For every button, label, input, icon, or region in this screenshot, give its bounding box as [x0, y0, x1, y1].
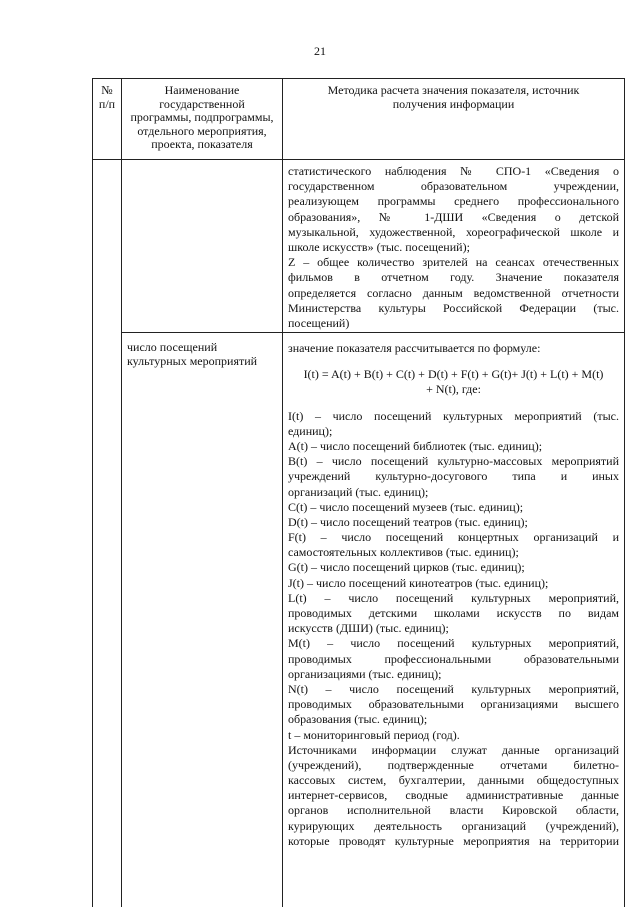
definition-line: проводимых детскими школами искусств по видам: [288, 606, 619, 620]
definition-line: самостоятельных коллективов (тыс. единиц);: [288, 545, 519, 560]
definition-line: искусств (ДШИ) (тыс. единиц);: [288, 621, 449, 636]
definition-line: (учреждений), подтвержденные отчетами билетно-: [288, 757, 619, 772]
row-divider: [121, 332, 624, 333]
definition-line: образования (тыс. единиц);: [288, 712, 428, 727]
column-divider-1: [121, 79, 122, 907]
header-name-line: Наименование: [164, 83, 240, 97]
header-method-line: Методика расчета значения показателя, источник: [327, 83, 580, 97]
definition-line: кассовых систем, бухгалтерии, данными общедоступных: [288, 773, 619, 788]
row2-indicator-name: [127, 341, 279, 368]
definition-line: единиц);: [288, 423, 333, 438]
header-method-line: получения информации: [392, 96, 515, 111]
definition-line: F(t) – число посещений концертных организаций и: [288, 530, 619, 545]
definition-line: организациями (тыс. единиц);: [288, 666, 442, 681]
method-text-line: фильмов в отчетном году. Значение показателя: [288, 270, 619, 285]
definition-line: C(t) – число посещений музеев (тыс. единиц);: [288, 499, 524, 514]
definition-line: учреждений культурно-досугового типа и иных: [288, 469, 619, 484]
header-name-line: программы, подпрограммы,: [130, 110, 274, 125]
definition-line: I(t) – число посещений культурных мероприятий (тыс.: [288, 408, 619, 423]
definition-line: курирующих деятельность организаций (учреждений),: [288, 818, 619, 833]
header-name-line: отдельного мероприятия,: [137, 123, 267, 138]
method-text-line: статистического наблюдения № СПО-1 «Сведения о: [288, 164, 619, 178]
header-num-line: №: [101, 83, 113, 97]
method-text-line: реализующем программы среднего профессионального: [288, 194, 619, 209]
definition-line: которые проводят культурные мероприятия на территории: [288, 833, 619, 848]
definition-line: M(t) – число посещений культурных мероприятий,: [288, 636, 619, 651]
formula-intro: значение показателя рассчитывается по формуле:: [288, 341, 541, 355]
definition-line: B(t) – число посещений культурно-массовых мероприятий: [288, 454, 619, 469]
page-number: 21: [314, 44, 326, 58]
header-num-cell: [93, 84, 121, 111]
definition-line: A(t) – число посещений библиотек (тыс. единиц);: [288, 438, 543, 453]
definition-line: организаций (тыс. единиц);: [288, 484, 429, 499]
header-num-line: п/п: [98, 96, 116, 111]
method-text-line: посещений): [288, 315, 350, 330]
indicator-name-line: число посещений: [127, 340, 218, 354]
formula-line: + N(t), где:: [426, 382, 481, 397]
definition-line: G(t) – число посещений цирков (тыс. единиц);: [288, 560, 525, 575]
definition-line: органов исполнительной власти Кировской области,: [288, 803, 619, 818]
method-text-line: образования», № 1-ДШИ «Сведения о детской: [288, 209, 619, 224]
header-name-line: проекта, показателя: [151, 137, 253, 152]
indicator-name-line: культурных мероприятий: [127, 353, 258, 368]
formula-line: I(t) = A(t) + B(t) + C(t) + D(t) + F(t) + G(t)+ J(t) + L(t) + M(t): [303, 367, 604, 382]
definition-line: t – мониторинговый период (год).: [288, 727, 460, 742]
method-text-line: школе искусств» (тыс. посещений);: [288, 239, 470, 254]
definition-line: J(t) – число посещений кинотеатров (тыс. единиц);: [288, 575, 549, 590]
definition-line: L(t) – число посещений культурных мероприятий,: [288, 590, 619, 605]
indicator-table: [92, 78, 625, 907]
header-divider: [93, 159, 624, 160]
header-name-line: государственной: [159, 96, 245, 111]
header-name-cell: [122, 84, 282, 152]
method-text-line: определяется согласно данным ведомственной отчетности: [288, 285, 619, 300]
column-divider-2: [282, 79, 283, 907]
definition-line: проводимых образовательными организациями высшего: [288, 697, 619, 712]
definition-line: Источниками информации служат данные организаций: [288, 742, 619, 757]
definition-line: D(t) – число посещений театров (тыс. единиц);: [288, 514, 528, 529]
row2-method-cell: [288, 341, 619, 849]
row1-method-cell: [288, 164, 619, 331]
definition-line: N(t) – число посещений культурных мероприятий,: [288, 681, 619, 696]
method-text-line: Министерства культуры Российской Федерации (тыс.: [288, 300, 619, 315]
method-text-line: государственном образовательном учреждении,: [288, 179, 619, 194]
method-text-line: Z – общее количество зрителей на сеансах отечественных: [288, 255, 619, 270]
definition-line: проводимых профессиональными образовательными: [288, 651, 619, 666]
header-method-cell: [283, 84, 624, 111]
definition-line: интернет-сервисов, сводные административные данные: [288, 788, 619, 803]
method-text-line: музыкальной, художественной, хореографической школе и: [288, 224, 619, 239]
